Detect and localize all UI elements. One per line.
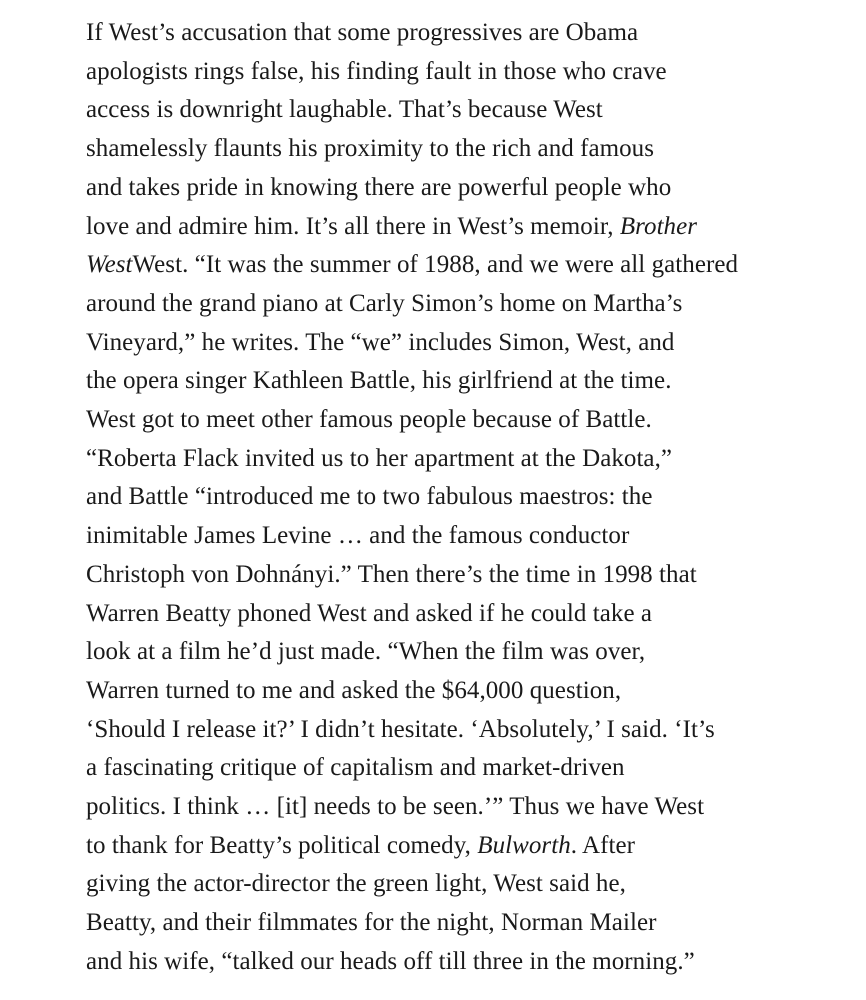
paragraph-line: giving the actor-director the green light, West said he, [86,870,626,898]
paragraph-line: look at a film he’d just made. “When the film was over, [86,638,646,666]
paragraph-line: ‘Should I release it?’ I didn’t hesitate. ‘Absolutely,’ I said. ‘It’s [86,715,715,743]
paragraph-line [86,827,806,866]
paragraph-line: West got to meet other famous people because of Battle. [86,406,652,434]
paragraph-line: inimitable James Levine … and the famous conductor [86,522,630,550]
paragraph-line: apologists rings false, his finding fault in those who crave [86,57,667,85]
memoir-title-italic: Brother [619,212,698,240]
memoir-title-italic-continued: West [86,251,133,279]
paragraph-line: shamelessly flaunts his proximity to the rich and famous [86,135,654,163]
paragraph-line: and takes pride in knowing there are powerful people who [86,173,672,201]
paragraph-line [86,246,806,285]
paragraph-line [86,208,806,247]
paragraph-line: Vineyard,” he writes. The “we” includes Simon, West, and [86,328,675,356]
paragraph-line: access is downright laughable. That’s because West [86,96,603,124]
paragraph-line: Christoph von Dohnányi.” Then there’s the time in 1998 that [86,560,697,588]
paragraph-line: and Battle “introduced me to two fabulous maestros: the [86,483,653,511]
line-text: . After [570,831,635,859]
paragraph-line: “Roberta Flack invited us to her apartment at the Dakota,” [86,444,673,472]
line-text: to thank for Beatty’s political comedy, [86,831,471,859]
paragraph-line: Warren Beatty phoned West and asked if he could take a [86,599,653,627]
paragraph-line: Beatty, and their filmmates for the night, Norman Mailer [86,909,657,937]
paragraph-line: a fascinating critique of capitalism and market-driven [86,754,625,782]
line-text: West. “It was the summer of 1988, and we were all gathered [132,251,739,279]
paragraph-line: and his wife, “talked our heads off till three in the morning.” [86,947,695,975]
paragraph-line: the opera singer Kathleen Battle, his girlfriend at the time. [86,367,672,395]
article-paragraph [86,14,806,982]
film-title-italic: Bulworth [477,831,571,859]
paragraph-line: politics. I think … [it] needs to be seen.’” Thus we have West [86,793,705,821]
paragraph-line: Warren turned to me and asked the $64,000 question, [86,676,622,704]
paragraph-line: If West’s accusation that some progressives are Obama [86,19,639,46]
line-text: love and admire him. It’s all there in West’s memoir, [86,212,614,240]
paragraph-line: around the grand piano at Carly Simon’s home on Martha’s [86,289,683,317]
